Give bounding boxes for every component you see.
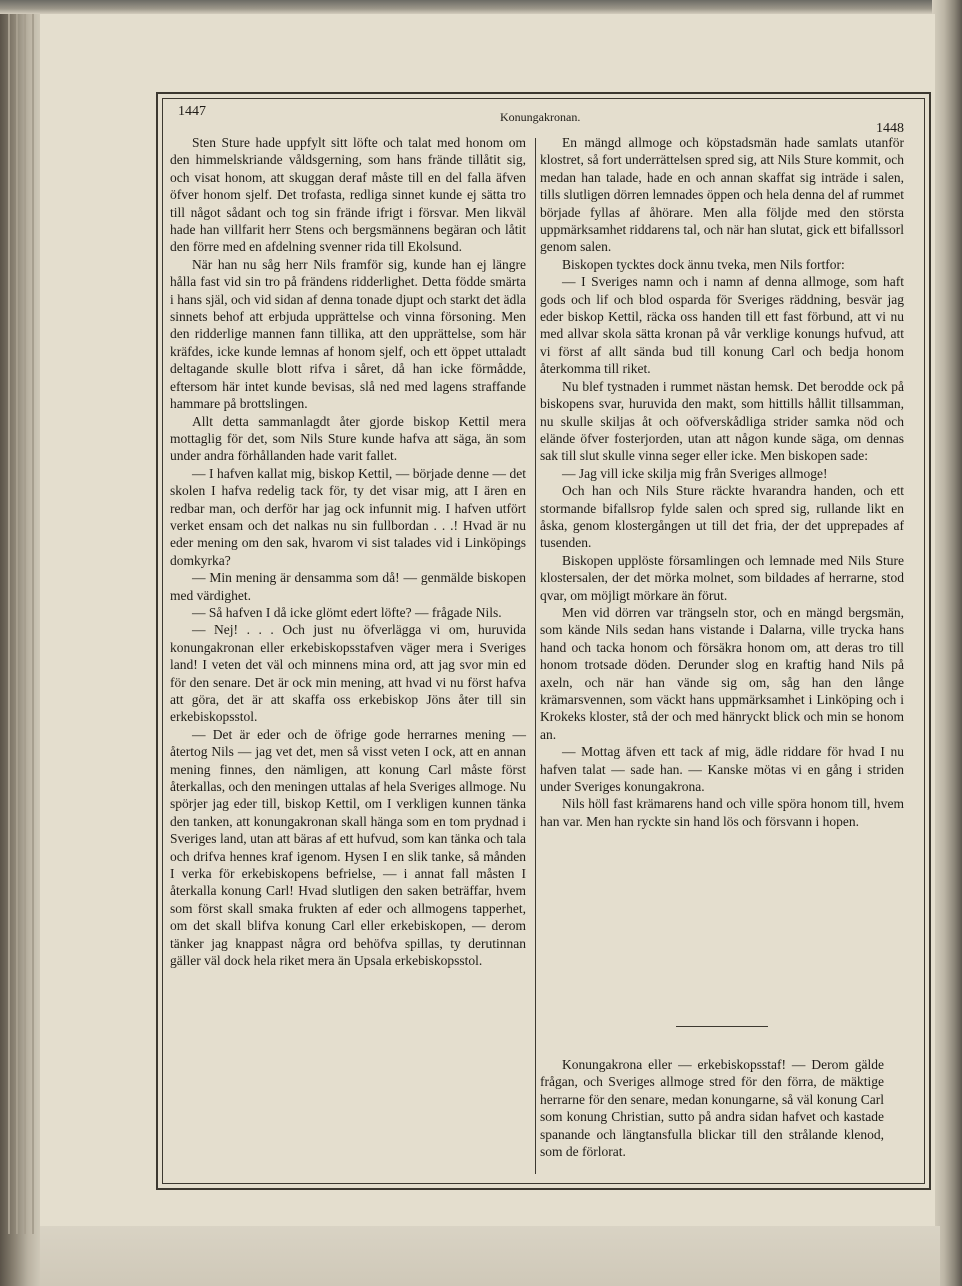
page-number-left: 1447 (178, 104, 206, 119)
column-divider (535, 138, 536, 1174)
section-intro-paragraph: Konungakrona eller — erkebiskopsstaf! — Derom gälde frågan, och Sveriges allmoge stred för den förra, de mäktige herrarne för den senare, medan konungarne, så väl konung Carl som konung Christian, sutto på andra sidan hafvet och kastade spanande och längtansfulla blickar till den strålande klenod, som de förlorat. (540, 1057, 884, 1160)
page-stack-line (32, 14, 34, 1234)
paragraph: — Nej! . . . Och just nu öfverlägga vi om, huruvida konungakronan eller erkebiskopsstafven väger mera i Sveriges land! I veten det väl och minnens mina ord, att jag svor min ed för den senare. Det är ock min mening, att hvad vi nu först hafva att göra, det är att skaffa oss erkebiskop Jöns åter till sin erkebiskopsstol. (170, 622, 526, 725)
page-number-right: 1448 (876, 121, 904, 136)
paragraph: Men vid dörren var trängseln stor, och en mängd bergsmän, som kände Nils sedan hans vistande i Dalarna, ville trycka hans hand och tacka honom och försäkra honom om, att deras tro till honom trotsade döden. Derunder slog en kraftig hand Nils på axeln, och när han vände sig om, såg han den långe krämarsvennen, som väckt hans uppmärksamhet i Linköping och i Krokeks kloster, stå der och med hänryckt blick och min se honom an. (540, 604, 904, 742)
book-top-edge (0, 0, 962, 14)
paragraph: Nils höll fast krämarens hand och ville spöra honom till, hvem han var. Men han ryckte sin hand lös och försvann i hopen. (540, 796, 904, 829)
page-stack-line (8, 14, 10, 1234)
paragraph: — I Sveriges namn och i namn af denna allmoge, som haft gods och lif och blod osparda för Sveriges räddning, besvär jag eder biskop Kettil, räcka oss handen till ett fast förbund, att vi nu med allvar skola sätta kronan på vår verklige konungs hufvud, att vi först af allt sända bud till konung Carl och bedja honom återkomma till riket. (540, 274, 904, 377)
paragraph: Och han och Nils Sture räckte hvarandra handen, och ett stormande bifallsrop fylde salen och spred sig, rullande likt en åska, genom klostergången ut till det fria, der det upprepades af tusenden. (540, 483, 904, 551)
paragraph: Biskopen tycktes dock ännu tveka, men Nils fortfor: (562, 256, 845, 272)
paragraph: En mängd allmoge och köpstadsmän hade samlats utanför klostret, så fort underrättelsen spred sig, att Nils Sture kommit, och medan han talade, hade en och annan skaffat sig inträde i salen, tills slutligen dörren lemnades öppen och hela denna del af rummet började fyllas af åhörare. Men alla följde med den största uppmärksamhet riddarens tal, och när han slutat, gick ett bifallssorl genom salen. (540, 135, 904, 255)
paragraph: — Jag vill icke skilja mig från Sveriges allmoge! (562, 465, 828, 481)
paragraph: — Så hafven I då icke glömt edert löfte? — frågade Nils. (192, 604, 502, 620)
paragraph: Allt detta sammanlagdt åter gjorde biskop Kettil mera mottaglig för det, som Nils Sture kunde hafva att säga, än som under andra förhållanden hade varit fallet. (170, 413, 526, 464)
page-stack-line (16, 14, 18, 1234)
paragraph: Sten Sture hade uppfylt sitt löfte och talat med honom om den himmelskriande våldsgerning, som hans frände tillåtit sig, och visat honom, att skuggan deraf måste till en del falla äfven öfver honom sjelf. Det trofasta, redliga sinnet kunde ej sätta tro till något sådant och tog sin frände ifrigt i försvar. Men likväl hade han villfarit herr Stens och bergsmännens begäran och låtit den förre med en afdelning svenner rida till Ekolsund. (170, 135, 526, 255)
left-column (170, 134, 526, 970)
paragraph: — I hafven kallat mig, biskop Kettil, — började denne — det skolen I hafva redelig tack för, ty det visar mig, att I ären en redbar man, och derför har jag ock infunnit mig. I hafven utfört verket ensam och det nalkas nu sin fullbordan . . .! Hvad är nu eder mening om den sak, hvarom vi sist talades vid i Linköpings domkyrka? (170, 465, 526, 568)
running-title: Konungakronan. (500, 110, 581, 124)
paragraph: Nu blef tystnaden i rummet nästan hemsk. Det berodde ock på biskopens svar, huruvida den makt, som hittills hållit tillsamman, nu skulle skiljas åt och oöfverskådliga strider samka nöd och elände öfver fosterjorden, utan att någon kunde säga, om dennas sak till slut skulle vinna seger eller icke. Men biskopen sade: (540, 378, 904, 464)
paragraph: Biskopen upplöste församlingen och lemnade med Nils Sture klostersalen, der det mörka molnet, som bildades af herrarne, stod qvar, om möjligt mörkare än förut. (540, 552, 904, 603)
page-stack-line (24, 14, 26, 1234)
paragraph: När han nu såg herr Nils framför sig, kunde han ej längre hålla fast vid sin tro på frändens ridderlighet. Detta födde smärta i hans själ, och vid sidan af denna tonade djupt och starkt det ädla sinnets behof att erbjuda upprättelse och vinna försoning. Men den ridderlige mannen fann tillika, att den upprättelse, som här kräfdes, icke kunde lemnas af honom sjelf, och ett öppet uttaladt deltagande skulle blott rifva i såret, då han icke förmådde, eftersom här intet kunde bevisas, slå ned med lagens straffande hammare på brottslingen. (170, 256, 526, 412)
book-binding-edge (0, 0, 40, 1286)
paragraph: — Det är eder och de öfrige gode herrarnes mening — återtog Nils — jag vet det, men så visst veten I ock, att en annan mening finnes, den nämligen, att konung Carl måste först återkallas, och den meningen uttalas af hela Sveriges allmoge. Nu spörjer jag eder till, biskop Kettil, om I verkligen kunnen tänka den tanken, att konungakronan skall hänga som en tom prydnad i Sveriges land, utan att bäras af ett hufvud, som kan tänka och tala och drifva hennes kraf igenom. Hysen I en slik tanke, så månden I verka för erkebiskopens befrielse, — i annat fall måsten I återkalla konung Carl! Hvad slutligen den saken beträffar, hvem som först skall smaka frukten af eder och allmogens tapperhet, om det skall blifva konung Carl eller erkebiskopen, — derom tänker jag knappast några ord behöfva spillas, ty derutinnan gäller väl dock hela riket mera än Upsala erkebiskopsstol. (170, 726, 526, 969)
right-column (540, 134, 904, 830)
section-separator-rule (676, 1026, 768, 1027)
paragraph: — Mottag äfven ett tack af mig, ädle riddare för hvad I nu hafven talat — sade han. — Kanske mötas vi en gång i striden under Sveriges konungakrona. (540, 744, 904, 795)
book-bottom-edge (40, 1226, 940, 1286)
book-right-edge (932, 0, 962, 1286)
paragraph: — Min mening är densamma som då! — genmälde biskopen med värdighet. (170, 570, 526, 603)
